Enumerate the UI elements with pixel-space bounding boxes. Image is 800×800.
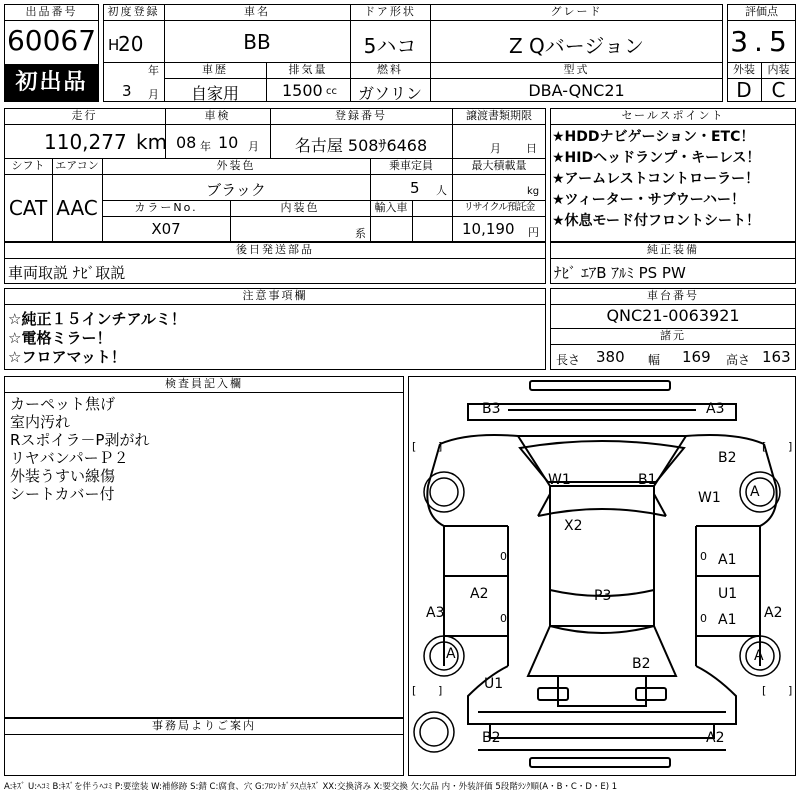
max-load-unit: kg xyxy=(527,186,540,197)
inspector-note: 外装うすい線傷 xyxy=(10,467,116,485)
damage-mark: W1 xyxy=(698,490,721,506)
inspector-note: リヤバンパーＰ２ xyxy=(10,449,129,467)
svg-text:]: ] xyxy=(438,684,443,697)
genuine-equipment-label: 純正装備 xyxy=(647,243,699,256)
office-label: 事務局よりご案内 xyxy=(152,719,256,732)
transfer-deadline-label: 譲渡書類期限 xyxy=(466,109,532,122)
inspector-note: カーペット焦げ xyxy=(10,395,116,413)
mileage-unit: km xyxy=(136,130,168,154)
recycle-fee: 10,190 xyxy=(462,220,515,238)
door-label: ドア形状 xyxy=(364,5,416,18)
shift-label: シフト xyxy=(11,159,45,172)
interior-color-label: 内装色 xyxy=(280,201,320,214)
interior-grade: C xyxy=(771,78,786,102)
score: 3.5 xyxy=(730,25,793,58)
damage-mark: U1 xyxy=(718,586,738,602)
chassis-number: QNC21-0063921 xyxy=(606,306,740,325)
exterior-color-label: 外装色 xyxy=(216,159,256,172)
later-parts-label: 後日発送部品 xyxy=(236,243,314,256)
era: H xyxy=(108,36,120,54)
displacement-unit: cc xyxy=(326,86,337,97)
aircon-label: エアコン xyxy=(55,159,99,172)
reg-year: 20 xyxy=(118,32,144,56)
svg-text:[: [ xyxy=(412,684,417,697)
height-label: 高さ xyxy=(726,353,751,367)
displacement: 1500 xyxy=(282,81,323,100)
svg-text:[: [ xyxy=(412,440,417,453)
damage-mark: B2 xyxy=(718,450,737,466)
damage-mark: B1 xyxy=(638,472,657,488)
damage-mark: A xyxy=(750,484,760,500)
lot-number: 60067 xyxy=(6,24,97,57)
damage-mark: W1 xyxy=(548,472,571,488)
svg-text:0: 0 xyxy=(700,550,707,563)
fuel: ガソリン xyxy=(357,84,422,103)
exterior-grade: D xyxy=(736,78,752,102)
transfer-day-unit: 日 xyxy=(526,142,537,155)
plate-number: 名古屋 508ｻ6468 xyxy=(294,136,428,155)
transfer-month-unit: 月 xyxy=(490,142,501,155)
legend: A:ｷｽﾞ U:ﾍｺﾐ B:ｷｽﾞを伴うﾍｺﾐ P:要塗装 W:補修跡 S:錆 C:腐食、穴 G:ﾌﾛﾝﾄｶﾞﾗｽ点ｷｽﾞ XX:交換済み X:要交換 欠:欠品 内・外装評価 5段階ﾗﾝｸ順(A・B・C・D・E) 1 xyxy=(4,782,618,792)
svg-text:]: ] xyxy=(788,440,793,453)
inspection-year: 08 xyxy=(176,133,197,152)
reg-year-unit: 年 xyxy=(148,64,159,77)
damage-mark: A2 xyxy=(764,605,783,621)
inspection-month-unit: 月 xyxy=(248,140,259,153)
fuel-label: 燃料 xyxy=(377,63,403,76)
damage-mark: A2 xyxy=(470,586,489,602)
car-name: BB xyxy=(243,30,271,54)
svg-text:]: ] xyxy=(438,440,443,453)
mileage: 110,277 xyxy=(44,130,127,154)
sales-point: ★HIDヘッドランプ・キーレス！ xyxy=(552,150,761,166)
damage-mark: B2 xyxy=(482,730,501,746)
mileage-label: 走行 xyxy=(71,109,98,122)
genuine-equipment: ﾅﾋﾞ ｴｱB ｱﾙﾐ PS PW xyxy=(554,264,686,282)
note-item: ☆フロアマット！ xyxy=(8,348,126,366)
exterior-color: ブラック xyxy=(206,181,266,199)
capacity-unit: 人 xyxy=(436,184,447,197)
svg-text:0: 0 xyxy=(700,612,707,625)
damage-mark: A3 xyxy=(706,401,725,417)
inspector-note: Rスポイラ－P剥がれ xyxy=(10,431,150,449)
inspection-label: 車検 xyxy=(204,109,231,122)
svg-text:[: [ xyxy=(762,684,767,697)
grade-label: グレード xyxy=(550,5,603,18)
sales-point: ★HDDナビゲーション・ETC！ xyxy=(552,129,755,145)
sales-points-label: セールスポイント xyxy=(621,109,725,122)
color-no: X07 xyxy=(151,220,181,238)
damage-mark: A3 xyxy=(426,605,445,621)
sales-point: ★アームレストコントローラー！ xyxy=(552,171,760,187)
svg-text:]: ] xyxy=(788,684,793,697)
damage-mark: U1 xyxy=(484,676,504,692)
length-label: 長さ xyxy=(556,353,581,367)
door-shape: 5ハコ xyxy=(363,34,417,58)
lot-number-label: 出品番号 xyxy=(25,5,78,18)
damage-mark: B3 xyxy=(482,401,501,417)
sales-point: ★休息モード付フロントシート！ xyxy=(552,213,760,229)
model-label: 型式 xyxy=(563,63,590,76)
svg-text:[: [ xyxy=(762,440,767,453)
inspector-label: 検査員記入欄 xyxy=(165,377,243,390)
inspection-year-unit: 年 xyxy=(200,140,211,153)
damage-mark: A1 xyxy=(718,612,737,628)
dimensions-label: 諸元 xyxy=(660,329,686,342)
import-label: 輸入車 xyxy=(374,201,408,214)
svg-text:0: 0 xyxy=(500,550,507,563)
capacity-label: 乗車定員 xyxy=(389,159,433,172)
inspector-note: シートカバー付 xyxy=(10,485,115,503)
height: 163 xyxy=(762,348,791,366)
note-item: ☆電格ミラー！ xyxy=(8,329,112,347)
interior-grade-label: 内装 xyxy=(767,63,790,76)
recycle-unit: 円 xyxy=(528,226,539,239)
history: 自家用 xyxy=(190,84,239,103)
aircon: AAC xyxy=(56,196,98,220)
recycle-label: リサイクル預託金 xyxy=(463,202,535,213)
reg-month-unit: 月 xyxy=(148,88,159,101)
capacity: 5 xyxy=(410,179,420,197)
length: 380 xyxy=(596,348,625,366)
first-reg-label: 初度登録 xyxy=(107,5,160,18)
notes-label: 注意事項欄 xyxy=(242,289,308,302)
damage-mark: A1 xyxy=(718,552,737,568)
damage-mark: A xyxy=(446,646,456,662)
chassis-label: 車台番号 xyxy=(647,289,699,302)
later-parts: 車両取説 ﾅﾋﾞ取説 xyxy=(8,264,126,282)
max-load-label: 最大積載量 xyxy=(471,159,527,172)
shift: CAT xyxy=(8,196,48,220)
damage-mark: A2 xyxy=(706,730,725,746)
score-label: 評価点 xyxy=(745,5,778,18)
color-no-label: カラーNo. xyxy=(134,201,198,214)
exterior-grade-label: 外装 xyxy=(733,63,755,76)
width: 169 xyxy=(682,348,711,366)
inspection-month: 10 xyxy=(218,133,239,152)
car-diagram xyxy=(408,376,796,776)
sales-point: ★ツィーター・サブウーハー！ xyxy=(552,192,746,208)
damage-mark: X2 xyxy=(564,518,583,534)
history-label: 車歴 xyxy=(202,63,228,76)
car-name-label: 車名 xyxy=(244,5,270,18)
model-code: DBA-QNC21 xyxy=(528,81,625,100)
displacement-label: 排気量 xyxy=(288,63,328,76)
damage-mark: B2 xyxy=(632,656,651,672)
width-label: 幅 xyxy=(648,353,661,367)
damage-mark: A xyxy=(754,648,764,664)
inspector-note: 室内汚れ xyxy=(10,413,71,431)
damage-mark: P3 xyxy=(594,588,612,604)
svg-text:0: 0 xyxy=(500,612,507,625)
reg-month: 3 xyxy=(122,82,132,100)
interior-color-unit: 系 xyxy=(355,227,366,240)
first-listing-badge: 初出品 xyxy=(4,64,99,102)
grade: Z Qバージョン xyxy=(508,34,644,58)
plate-label: 登録番号 xyxy=(335,109,387,122)
note-item: ☆純正１５インチアルミ！ xyxy=(8,310,186,328)
